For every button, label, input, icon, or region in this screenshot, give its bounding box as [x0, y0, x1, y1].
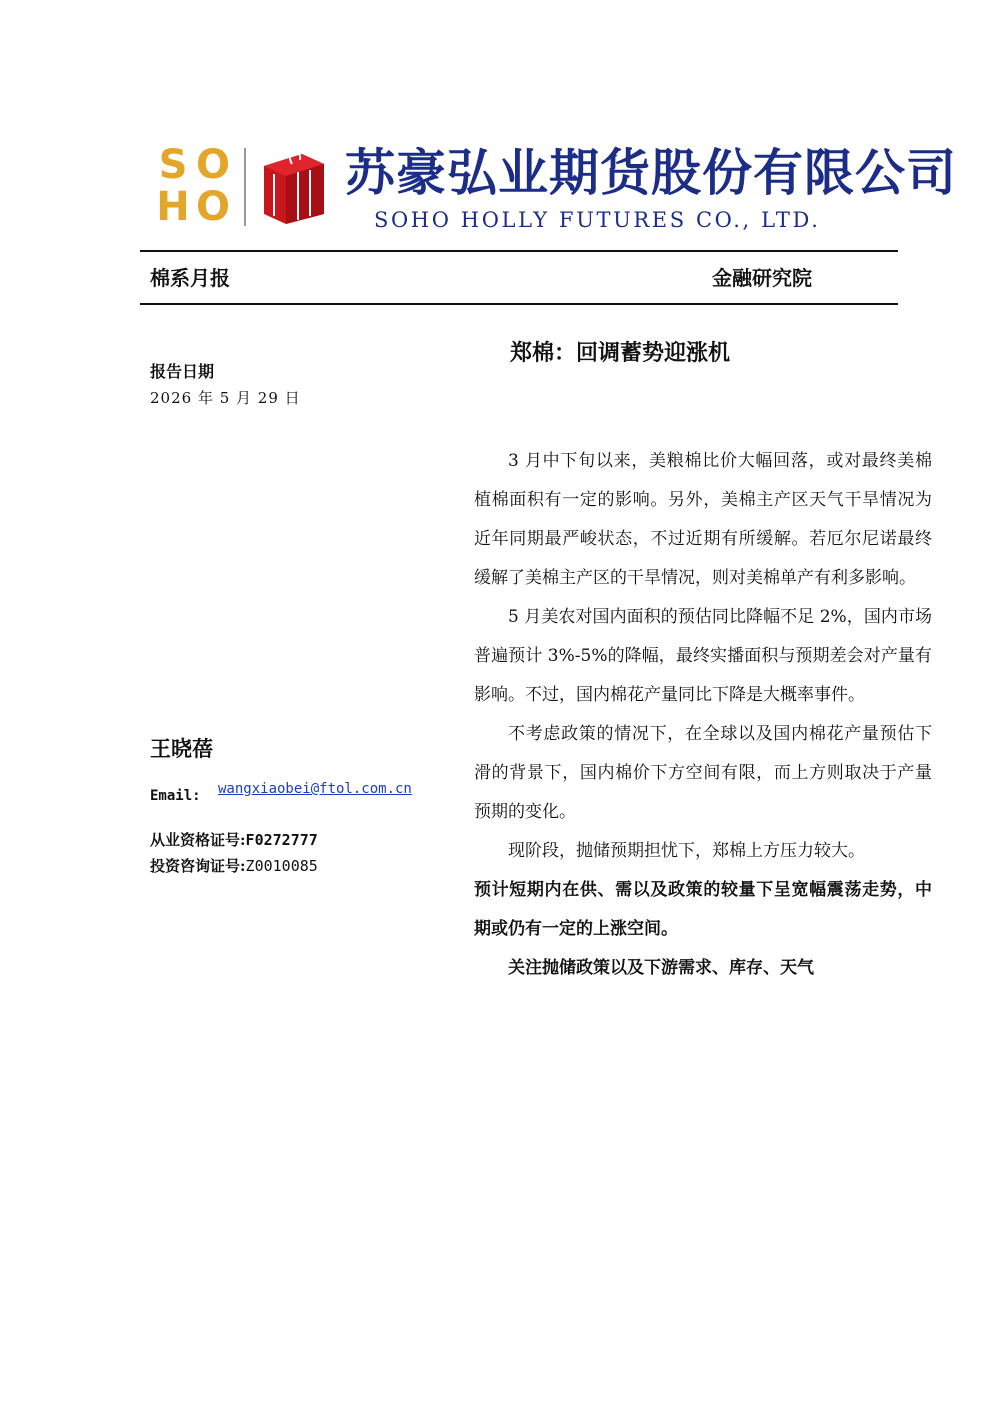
- article-title: 郑棉：回调蓄势迎涨机: [510, 340, 731, 366]
- qualification-row: [150, 828, 318, 852]
- logo-divider: [244, 148, 246, 226]
- author-name: 王晓蓓: [150, 736, 213, 761]
- conclusion-paragraph: 预计短期内在供、需以及政策的较量下呈宽幅震荡走势，中期或仍有一定的上涨空间。: [474, 880, 932, 939]
- consulting-label: 投资咨询证号:: [150, 857, 246, 875]
- paragraph-4: 现阶段，抛储预期担忧下，郑棉上方压力较大。: [508, 841, 865, 861]
- header-bottom-rule: [140, 303, 898, 305]
- article-body: [474, 442, 932, 988]
- consulting-value: Z0010085: [245, 857, 318, 875]
- report-date-value: 2026 年 5 月 29 日: [150, 389, 301, 407]
- email-link[interactable]: wangxiaobei@ftol.com.cn: [218, 781, 412, 797]
- soho-logo-mark: [154, 142, 234, 230]
- company-name-en: SOHO HOLLY FUTURES CO., LTD.: [374, 208, 821, 232]
- paragraph-2: 5 月美农对国内面积的预估同比降幅不足 2%，国内市场普遍预计 3%-5%的降幅，最终实播面积与预期差会对产量有影响。不过，国内棉花产量同比下降是大概率事件。: [474, 607, 932, 705]
- header-top-rule: [140, 250, 898, 252]
- logo-letter-h: H: [156, 184, 190, 230]
- email-label: Email:: [150, 788, 201, 804]
- paragraph-1: 3 月中下旬以来，美粮棉比价大幅回落，或对最终美棉植棉面积有一定的影响。另外，美棉主产区天气干旱情况为近年同期最严峻状态，不过近期有所缓解。若厄尔尼诺最终缓解了美棉主产区的干旱情况，则对美棉单产有利多影响。: [474, 451, 932, 588]
- focus-paragraph: 关注抛储政策以及下游需求、库存、天气: [508, 958, 814, 978]
- gift-box-logo-icon: [262, 144, 326, 224]
- report-type: 棉系月报: [150, 266, 230, 290]
- logo-letter-o: O: [195, 142, 230, 188]
- logo-letter-o2: O: [195, 184, 230, 230]
- qualification-value: F0272777: [245, 831, 318, 849]
- logo-letter-s: S: [158, 142, 188, 188]
- department: 金融研究院: [712, 266, 812, 290]
- report-date-label: 报告日期: [150, 362, 215, 381]
- paragraph-3: 不考虑政策的情况下，在全球以及国内棉花产量预估下滑的背景下，国内棉价下方空间有限，而上方则取决于产量预期的变化。: [474, 724, 932, 822]
- company-name-cn: 苏豪弘业期货股份有限公司: [345, 143, 957, 202]
- qualification-label: 从业资格证号:: [150, 831, 246, 849]
- consulting-row: [150, 854, 318, 878]
